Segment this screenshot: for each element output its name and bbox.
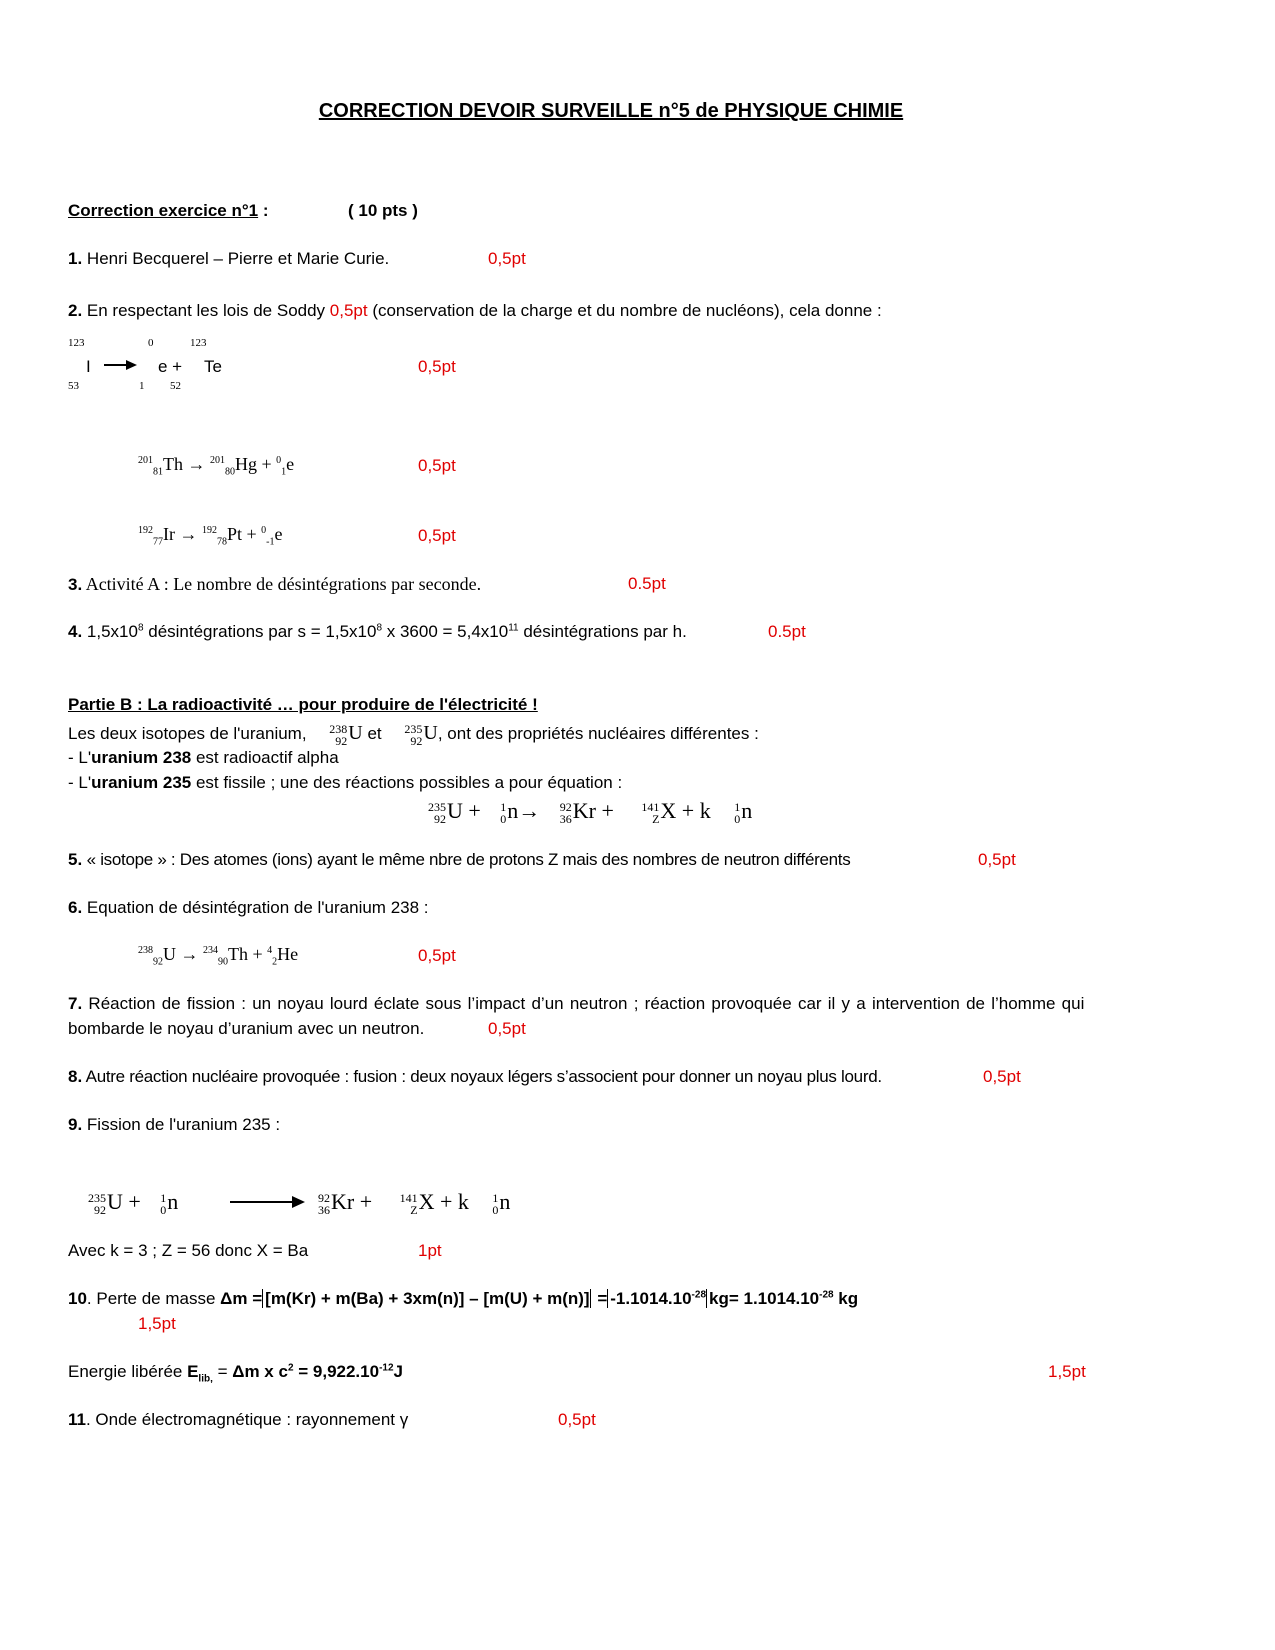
fission2-n2-atomic: 0 <box>492 1202 499 1217</box>
exercise-heading <box>68 202 269 219</box>
question-8 <box>68 1068 882 1085</box>
eq1-atomic-2: 1 <box>139 380 145 392</box>
question-8-points: 0,5pt <box>983 1067 1021 1086</box>
fission2-x-numbers <box>400 1192 418 1216</box>
answer-k-z-points: 1pt <box>418 1241 442 1260</box>
exercise-points: ( 10 pts ) <box>348 201 418 220</box>
eq4-mass-1: 238 <box>138 945 153 956</box>
isotope-238-numbers <box>329 723 347 747</box>
fission-equation-2 <box>88 1187 178 1217</box>
fission2-kr-mass: 92 <box>318 1190 330 1205</box>
fission2-n-atomic: 0 <box>160 1202 167 1217</box>
fission-u-symbol: U + <box>447 798 481 823</box>
energy-text: Energie libérée <box>68 1362 188 1381</box>
fission-u-numbers <box>428 801 446 825</box>
question-5 <box>68 851 850 868</box>
question-4-exp-2: 8 <box>376 622 383 634</box>
fission-n-mass: 1 <box>500 799 507 814</box>
fission-kr-numbers <box>560 801 572 825</box>
fission-equation-2-products <box>318 1187 510 1217</box>
fission2-n2-numbers <box>492 1192 498 1216</box>
eq3-atomic-2: 78 <box>217 536 227 548</box>
question-4-text-4: désintégrations par h. <box>518 622 687 641</box>
energy-points: 1,5pt <box>1048 1362 1086 1381</box>
eq2-mass-2: 201 <box>210 455 225 466</box>
energy-equals: = <box>212 1362 233 1381</box>
isotope-235-numbers <box>404 723 422 747</box>
isotope-235-atomic: 92 <box>410 733 423 748</box>
eq3-mass-2: 192 <box>202 525 217 536</box>
question-10 <box>68 1290 858 1307</box>
energy-exp-value: -12 <box>379 1362 394 1374</box>
fission-x-mass: 141 <box>641 799 660 814</box>
eq3-points: 0,5pt <box>418 526 456 545</box>
question-9-number: 9. <box>68 1115 83 1134</box>
eq2-atomic-1: 81 <box>153 466 163 478</box>
question-4-number: 4. <box>68 622 83 641</box>
question-7-line-2 <box>68 1020 424 1037</box>
eq4-atomic-2: 90 <box>218 956 228 968</box>
eq4-symbol-1: U <box>163 944 176 964</box>
fission2-x-symbol: X + k <box>418 1189 469 1214</box>
question-10-exp-2: -28 <box>819 1289 834 1301</box>
fission2-x-atomic: Z <box>410 1202 418 1217</box>
eq4-mass-2: 234 <box>203 945 218 956</box>
part-b-line-1-b: uranium 238 <box>91 748 192 767</box>
question-3 <box>68 575 481 593</box>
eq1-atomic-3: 52 <box>170 380 181 392</box>
eq1-symbol-2: e + <box>158 357 183 376</box>
question-5-number: 5. <box>68 850 83 869</box>
eq4-atomic-1: 92 <box>153 956 163 968</box>
fission-n-symbol: n→ <box>507 798 541 823</box>
question-1 <box>68 250 389 267</box>
eq4-symbol-2: Th <box>228 944 248 964</box>
fission-x-numbers <box>641 801 659 825</box>
eq2-mass-1: 201 <box>138 455 153 466</box>
fission2-arrow <box>230 1195 306 1209</box>
eq2-atomic-3: 1 <box>281 466 287 478</box>
question-3-number: 3. <box>68 575 83 594</box>
fission2-kr-numbers <box>318 1192 330 1216</box>
eq3-symbol-1: Ir <box>163 524 175 544</box>
eq3-mass-3: 0 <box>261 525 267 536</box>
question-7-text-2: bombarde le noyau d’uranium avec un neutron. <box>68 1019 425 1038</box>
fission2-kr-atomic: 36 <box>318 1202 330 1217</box>
fission-kr-atomic: 36 <box>559 811 572 826</box>
energy-expression: Δm x c <box>232 1362 288 1381</box>
eq3-symbol-2: Pt <box>227 524 243 544</box>
part-b-intro-a: Les deux isotopes de l'uranium, <box>68 724 307 743</box>
eq2-symbol-3: e <box>286 454 295 474</box>
part-b-line-1 <box>68 749 339 766</box>
question-10-number: 10 <box>68 1289 87 1308</box>
question-4-points: 0.5pt <box>768 622 806 641</box>
fission2-x-mass: 141 <box>399 1190 418 1205</box>
fission-x-atomic: Z <box>652 811 660 826</box>
fission-u-mass: 235 <box>428 799 446 814</box>
question-1-points: 0,5pt <box>488 249 526 268</box>
part-b-line-2-b: uranium 235 <box>91 773 192 792</box>
eq1-symbol-1: I <box>86 357 91 376</box>
question-7-text-1: Réaction de fission : un noyau lourd éclate sous l’impact d’un neutron ; réaction provoquée car il y a intervention de l’homme qui <box>82 994 1085 1013</box>
question-6 <box>68 899 429 916</box>
fission2-n2-mass: 1 <box>492 1190 499 1205</box>
energy-subscript: lib, <box>198 1373 213 1385</box>
question-10-exp-1: -28 <box>691 1289 706 1301</box>
part-b-heading: Partie B : La radioactivité … pour produire de l'électricité ! <box>68 695 538 714</box>
answer-k-z: Avec k = 3 ; Z = 56 donc X = Ba <box>68 1241 309 1260</box>
part-b-line-2-a: - L' <box>68 773 92 792</box>
question-2-text-a: En respectant les lois de Soddy <box>82 301 330 320</box>
question-2 <box>68 302 882 319</box>
page-title: CORRECTION DEVOIR SURVEILLE n°5 de PHYSIQUE CHIMIE <box>318 100 904 122</box>
eq1-symbol-3: Te <box>204 357 222 376</box>
question-10-text: . Perte de masse <box>86 1289 221 1308</box>
part-b-intro-b: , ont des propriétés nucléaires différentes : <box>437 724 759 743</box>
eq2-arrow: → <box>183 454 210 474</box>
eq2-mass-3: 0 <box>276 455 282 466</box>
fission2-n-numbers <box>160 1192 166 1216</box>
eq2-symbol-2: Hg <box>235 454 257 474</box>
part-b-line-2-c: est fissile ; une des réactions possibles a pour équation : <box>191 773 623 792</box>
eq4-symbol-3: He <box>277 944 299 964</box>
fission2-u-mass: 235 <box>88 1190 106 1205</box>
part-b-line-1-c: est radioactif alpha <box>191 748 339 767</box>
fission-n2-atomic: 0 <box>734 811 741 826</box>
eq4-mass-3: 4 <box>267 945 273 956</box>
eq1-arrow <box>104 358 138 372</box>
question-11-points: 0,5pt <box>558 1410 596 1429</box>
question-10-expression: [m(Kr) + m(Ba) + 3xm(n)] – [m(U) + m(n)] <box>262 1289 589 1308</box>
question-7-line-1 <box>68 995 1084 1012</box>
question-4-text-3: x 3600 = 5,4x10 <box>382 622 509 641</box>
fission-u-atomic: 92 <box>434 811 446 826</box>
eq2-symbol-1: Th <box>163 454 183 474</box>
fission-kr-symbol: Kr + <box>572 798 614 823</box>
question-9-text: Fission de l'uranium 235 : <box>82 1115 281 1134</box>
question-4-exp-1: 8 <box>137 622 144 634</box>
eq4-atomic-3: 2 <box>272 956 278 968</box>
energy-line <box>68 1362 403 1385</box>
fission-n2-symbol: n <box>741 798 753 823</box>
fission-n2-numbers <box>734 801 740 825</box>
eq2-plus: + <box>257 454 277 474</box>
eq1-mass-3: 123 <box>190 337 207 349</box>
question-10-unit: kg <box>706 1289 729 1308</box>
question-3-points: 0.5pt <box>628 574 666 593</box>
fission-n-atomic: 0 <box>500 811 507 826</box>
question-11-text: . Onde électromagnétique : rayonnement γ <box>85 1410 409 1429</box>
question-5-text: « isotope » : Des atomes (ions) ayant le même nbre de protons Z mais des nombres de neutron différents <box>82 850 851 869</box>
isotope-238-symbol: U <box>348 722 363 744</box>
equation-uranium-alpha <box>138 944 299 968</box>
question-4-text-1: 1,5x10 <box>82 622 138 641</box>
fission2-u-numbers <box>88 1192 106 1216</box>
isotope-235-mass: 235 <box>404 721 423 736</box>
question-4-exp-3: 11 <box>508 622 519 634</box>
eq4-points: 0,5pt <box>418 946 456 965</box>
part-b-line-2 <box>68 774 622 791</box>
equation-iridium <box>138 524 283 548</box>
question-11 <box>68 1411 408 1428</box>
question-10-result: = 1.1014.10 <box>728 1289 820 1308</box>
question-10-points: 1,5pt <box>138 1314 176 1333</box>
eq1-points: 0,5pt <box>418 357 456 376</box>
part-b-line-1-a: - L' <box>68 748 92 767</box>
isotope-235-symbol: U <box>423 722 438 744</box>
eq1-atomic-1: 53 <box>68 380 79 392</box>
question-1-text: Henri Becquerel – Pierre et Marie Curie. <box>82 249 390 268</box>
question-3-text: Activité A : Le nombre de désintégrations par seconde. <box>82 574 482 594</box>
question-2-number: 2. <box>68 301 83 320</box>
question-8-number: 8. <box>68 1067 83 1086</box>
question-10-result-unit: kg <box>833 1289 859 1308</box>
question-2-text-b: (conservation de la charge et du nombre de nucléons), cela donne : <box>367 301 882 320</box>
eq3-atomic-1: 77 <box>153 536 163 548</box>
energy-value: = 9,922.10 <box>293 1362 380 1381</box>
fission2-u-symbol: U + <box>107 1189 141 1214</box>
question-1-number: 1. <box>68 249 83 268</box>
question-8-text: Autre réaction nucléaire provoquée : fusion : deux noyaux légers s’associent pour donner un noyau plus lourd. <box>82 1067 882 1086</box>
eq3-symbol-3: e <box>274 524 283 544</box>
isotope-238-mass: 238 <box>329 721 348 736</box>
fission-equation <box>428 796 752 826</box>
fission2-u-atomic: 92 <box>94 1202 106 1217</box>
energy-unit: J <box>393 1362 403 1381</box>
question-9 <box>68 1116 280 1133</box>
exercise-heading-colon: : <box>258 201 269 220</box>
question-6-number: 6. <box>68 898 83 917</box>
question-7-number: 7. <box>68 994 83 1013</box>
part-b-et: et <box>362 724 382 743</box>
question-7-points: 0,5pt <box>488 1019 526 1038</box>
question-2-points-inline: 0,5pt <box>329 301 368 320</box>
energy-exp-c: 2 <box>287 1362 294 1374</box>
energy-symbol: E <box>187 1362 199 1381</box>
fission-n-numbers <box>500 801 506 825</box>
question-10-value: -1.1014.10 <box>607 1289 691 1308</box>
fission2-n2-symbol: n <box>499 1189 511 1214</box>
equation-thallium <box>138 454 295 478</box>
eq3-plus: + <box>242 524 262 544</box>
fission-n2-mass: 1 <box>734 799 741 814</box>
part-b-intro <box>68 719 759 748</box>
eq4-plus: + <box>248 944 268 964</box>
isotope-238-atomic: 92 <box>335 733 348 748</box>
eq4-arrow: → <box>176 944 203 964</box>
exercise-heading-label: Correction exercice n°1 <box>68 201 259 220</box>
question-4 <box>68 623 687 640</box>
fission2-kr-symbol: Kr + <box>331 1189 373 1214</box>
eq3-mass-1: 192 <box>138 525 153 536</box>
eq2-atomic-2: 80 <box>225 466 235 478</box>
eq1-mass-2: 0 <box>148 337 154 349</box>
question-4-text-2: désintégrations par s = 1,5x10 <box>143 622 377 641</box>
eq3-atomic-3: -1 <box>266 536 275 548</box>
fission2-n-mass: 1 <box>160 1190 167 1205</box>
eq2-points: 0,5pt <box>418 456 456 475</box>
eq3-arrow: → <box>175 524 202 544</box>
fission2-n-symbol: n <box>167 1189 179 1214</box>
eq1-mass-1: 123 <box>68 337 85 349</box>
question-11-number: 11 <box>68 1410 86 1429</box>
question-10-delta-m: Δm = <box>220 1289 263 1308</box>
question-10-eq: = <box>590 1289 608 1308</box>
fission-kr-mass: 92 <box>559 799 572 814</box>
question-6-text: Equation de désintégration de l'uranium 238 : <box>82 898 429 917</box>
fission-x-symbol: X + k <box>660 798 711 823</box>
question-5-points: 0,5pt <box>978 850 1016 869</box>
